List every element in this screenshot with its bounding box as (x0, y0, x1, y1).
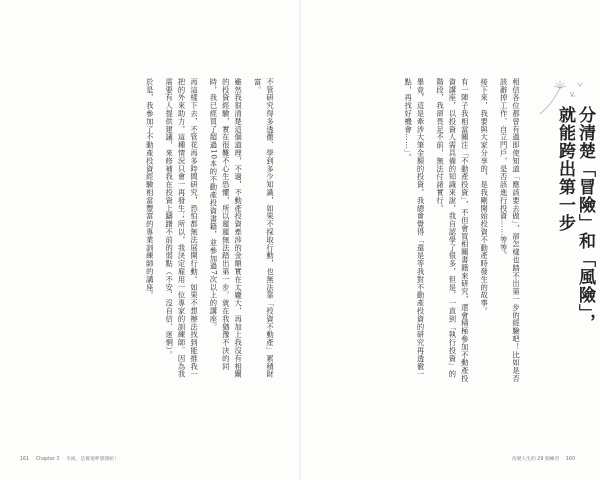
right-paragraph-4: 畢竟，這是牽涉大筆金額的投資，我總會覺得「還是等我對不動產投資的研究再透徹一點，再找好機會……」。 (404, 78, 426, 379)
right-paragraph-2: 接下來，我要與大家分享的，是我剛開始投資不動產時發生的故事。 (480, 78, 490, 315)
right-footer-title: 改變人生的 29 個練習 (511, 457, 560, 462)
right-paragraph-1: 相信各位都曾有過即使知道「應該要去做」，卻怎樣也踏不出第一步的經驗吧！比如是否該辭掉工作、自立門戶，是否該進行投資……等等。 (499, 78, 521, 383)
left-paragraph-3: 再這樣下去，不管花再多時間研究，恐怕都無法展開行動。如果不想辦法找到能推我一把的外來助力，這種情況只會一再發生；所以，我決定雇用一位專家的訓練師。因為我需要有人提供建議，來修補我在投資上躊躇不前的弱點（不安、沒自信、迷惘）。 (165, 78, 199, 379)
left-chapter-title: 幸福，是實現夢想開始！ (65, 457, 119, 462)
right-page-number: 160 (565, 457, 575, 462)
chapter-title (555, 106, 595, 366)
right-page (300, 0, 600, 480)
left-page-body (46, 78, 276, 384)
right-paragraph-3: 有一陣子我相當關注「不動產投資」，不但會買相關書籍來研究，還會積極參加不動產投資講座，以投資人需具備的知識來說，我自認學了很多，但是，一直到「執行投資」的階段，我卻畏足不前，無法付諸實行。 (435, 78, 470, 383)
right-page-body (362, 78, 522, 384)
left-paragraph-2: 雖然我很清楚這個道理，不過，不動產投資牽涉的金額實在太龐大，再加上我沒有相關的投資經驗，實在很難不心生恐懼，所以遲遲無法踏出第一步。就在我猶豫不決的同時，我已經買了超過10本的不動產投資書籍，並參加過7次以上的講座。 (209, 78, 244, 379)
chapter-title-line-2: 就能跨出第一步 (555, 106, 575, 232)
left-page-number: 161 (20, 457, 30, 462)
left-paragraph-4: 於是，我參加了不動產投資經驗相當豐富的專業訓練師的講座。 (145, 78, 155, 300)
left-chapter-label: Chapter 3 (35, 457, 60, 462)
left-page-footer (20, 455, 124, 462)
right-page-footer (512, 455, 580, 462)
left-paragraph-1: 不管研究得多透徹、學到多少知識，如果不採取行動，也無法靠「投資不動產」累積財富。 (253, 78, 275, 379)
chapter-title-line-1: 分清楚「冒險」和「風險」， (575, 106, 595, 332)
